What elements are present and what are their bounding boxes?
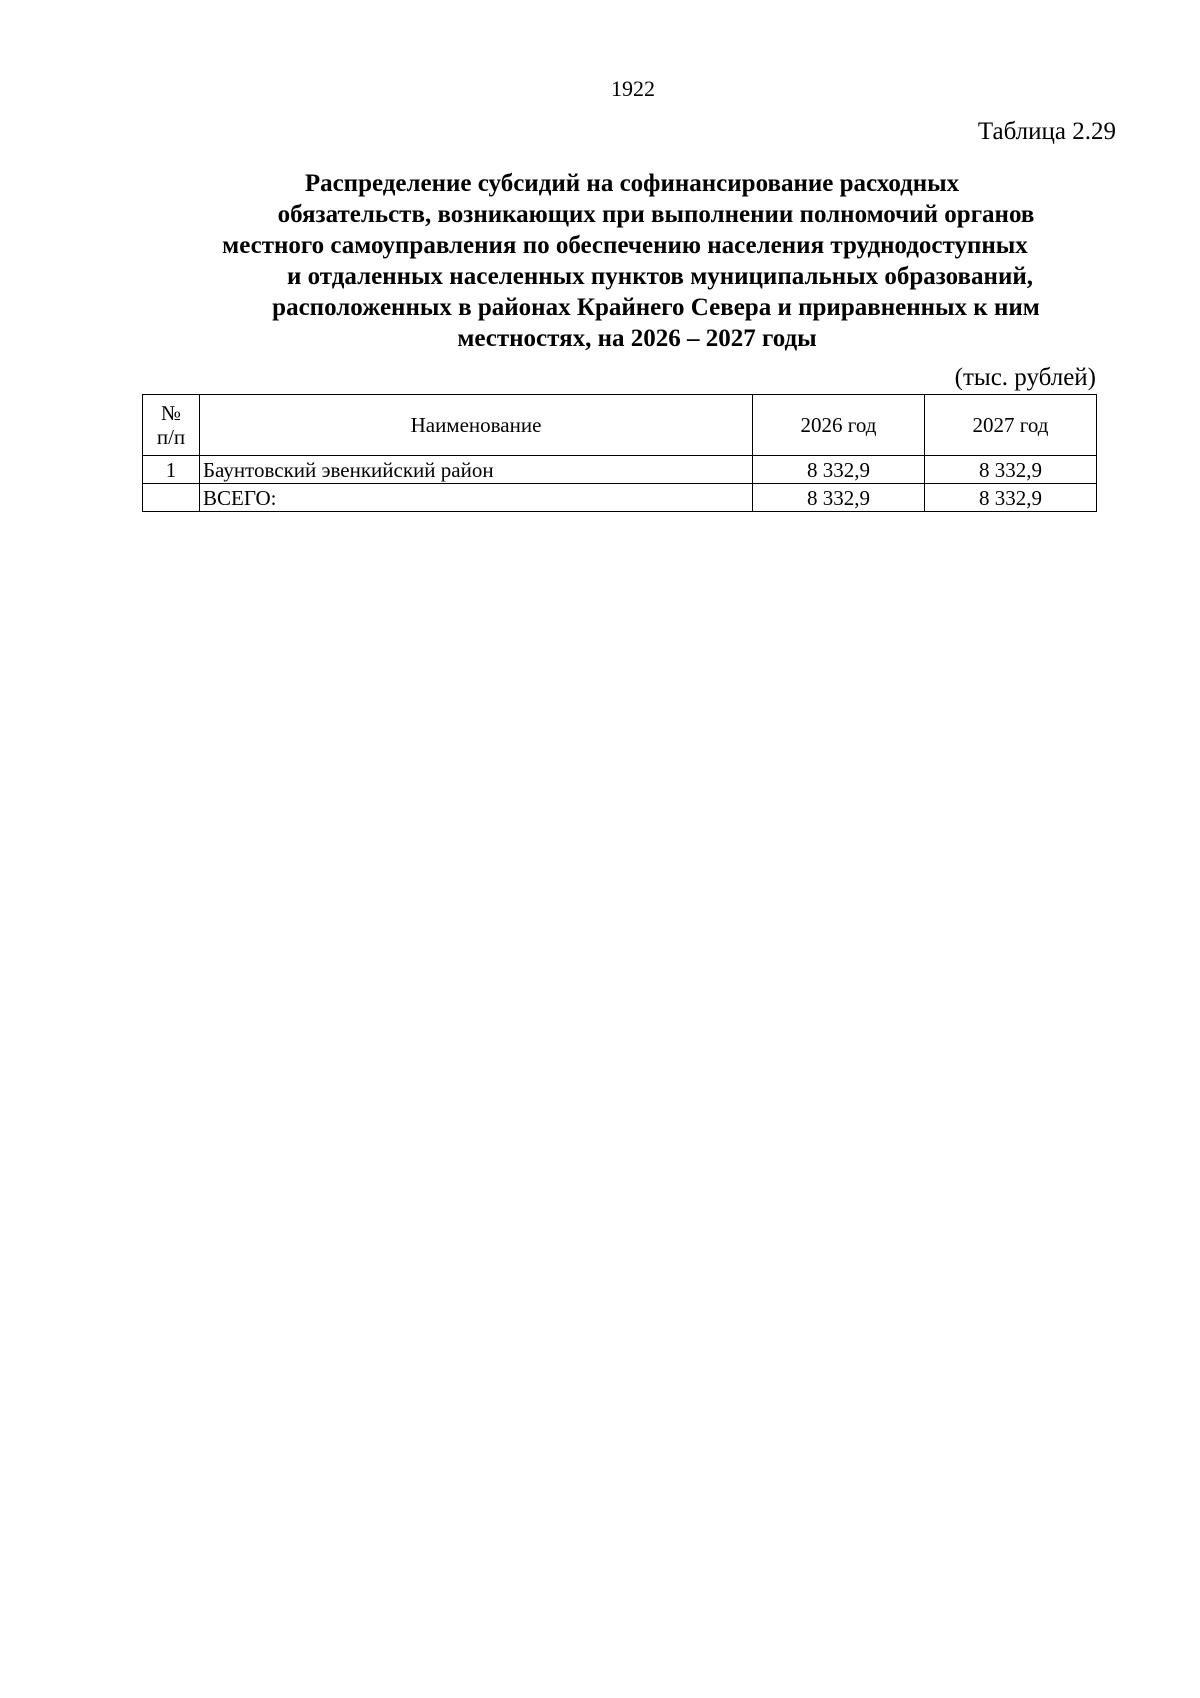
total-value-2027: 8 332,9 <box>925 484 1097 512</box>
total-value-2026: 8 332,9 <box>753 484 925 512</box>
title-line: местного самоуправления по обеспечению населения труднодоступных <box>222 232 1028 259</box>
units-label: (тыс. рублей) <box>954 364 1096 391</box>
title-line: обязательств, возникающих при выполнении полномочий органов <box>277 201 1035 228</box>
header-num-line2: п/п <box>156 425 186 449</box>
total-label: ВСЕГО: <box>200 484 753 512</box>
title-line: Распределение субсидий на софинансирование расходных <box>304 170 960 197</box>
page-number: 1922 <box>611 76 655 101</box>
table-row-total <box>143 484 1097 512</box>
title-line: местностях, на 2026 – 2027 годы <box>457 325 817 352</box>
document-title <box>160 168 1090 354</box>
table-header-row <box>143 395 1097 456</box>
header-num-line1: № <box>160 401 182 425</box>
table-row <box>143 456 1097 484</box>
header-year-2027: 2027 год <box>925 395 1097 456</box>
row-name: Баунтовский эвенкийский район <box>200 456 753 484</box>
row-value-2027: 8 332,9 <box>925 456 1097 484</box>
table-number: Таблица 2.29 <box>977 118 1116 145</box>
row-value-2026: 8 332,9 <box>753 456 925 484</box>
header-num <box>143 395 200 456</box>
header-name: Наименование <box>200 395 753 456</box>
title-line: расположенных в районах Крайнего Севера и приравненных к ним <box>272 294 1040 321</box>
header-year-2026: 2026 год <box>753 395 925 456</box>
subsidy-table <box>142 394 1097 512</box>
total-num <box>143 484 200 512</box>
title-line: и отдаленных населенных пунктов муниципальных образований, <box>286 263 1034 290</box>
row-num: 1 <box>143 456 200 484</box>
